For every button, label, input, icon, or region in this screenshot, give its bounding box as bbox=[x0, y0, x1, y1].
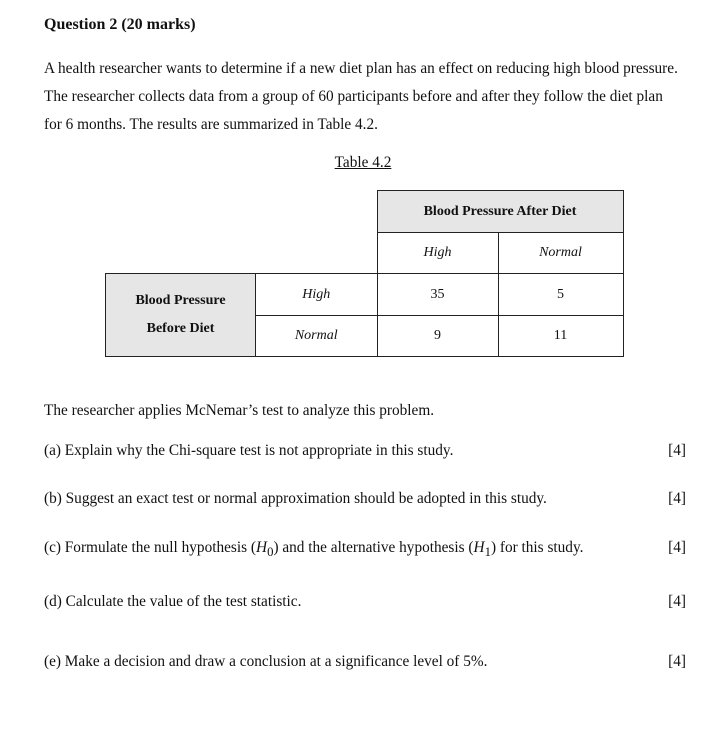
question-heading: Question 2 (20 marks) bbox=[44, 16, 196, 33]
cell-normal-normal: 11 bbox=[498, 316, 623, 357]
question-d: (d) Calculate the value of the test statistic. bbox=[44, 593, 302, 610]
row-label-high: High bbox=[256, 274, 378, 316]
table-caption: Table 4.2 bbox=[334, 154, 392, 171]
question-b: (b) Suggest an exact test or normal approximation should be adopted in this study. bbox=[44, 490, 547, 507]
marks-a: [4] bbox=[668, 442, 686, 459]
marks-b: [4] bbox=[668, 490, 686, 507]
cell-normal-high: 9 bbox=[377, 316, 498, 357]
row-header bbox=[106, 274, 256, 357]
row-header-line-2: Before Diet bbox=[146, 321, 215, 336]
question-a: (a) Explain why the Chi-square test is not appropriate in this study. bbox=[44, 442, 454, 459]
cell-high-normal: 5 bbox=[498, 274, 623, 316]
method-text: The researcher applies McNemar’s test to analyze this problem. bbox=[44, 402, 435, 419]
intro-line-1: A health researcher wants to determine if a new diet plan has an effect on reducing high blood pressure. bbox=[44, 60, 678, 77]
row-label-normal: Normal bbox=[256, 316, 378, 357]
question-e: (e) Make a decision and draw a conclusion at a significance level of 5%. bbox=[44, 653, 488, 670]
intro-line-3: for 6 months. The results are summarized in Table 4.2. bbox=[44, 116, 378, 133]
cell-high-high: 35 bbox=[377, 274, 498, 316]
marks-c: [4] bbox=[668, 539, 686, 556]
contingency-table bbox=[105, 190, 624, 357]
col-header: Blood Pressure After Diet bbox=[377, 191, 623, 233]
marks-e: [4] bbox=[668, 653, 686, 670]
col-label-normal: Normal bbox=[498, 233, 623, 274]
intro-line-2: The researcher collects data from a group of 60 participants before and after they follow the diet plan bbox=[44, 88, 663, 105]
question-c: (c) Formulate the null hypothesis $(H_0)$ and the alternative hypothesis $(H_1)$ for this study. bbox=[44, 539, 584, 560]
marks-d: [4] bbox=[668, 593, 686, 610]
col-label-high: High bbox=[377, 233, 498, 274]
row-header-line-1: Blood Pressure bbox=[135, 293, 226, 308]
